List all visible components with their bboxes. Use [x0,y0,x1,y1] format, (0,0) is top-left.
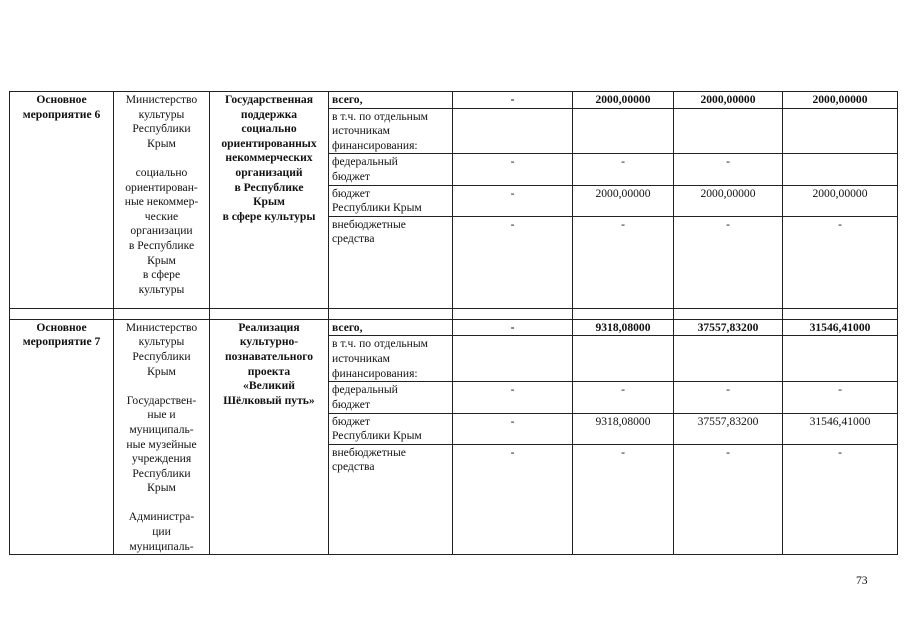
value-cell: 37557,83200 [674,319,783,336]
executor-text-line [117,379,206,394]
value-cell: - [674,382,783,413]
executor-cell [114,92,210,309]
source-cell [329,319,453,336]
measure-title-line: культурно- [239,335,299,349]
spacer-cell [783,308,898,319]
source-name-line: бюджет [332,397,370,411]
executor-text-line: Государствен- [126,393,197,407]
source-name-line: бюджет [332,186,370,200]
source-cell [329,216,453,308]
executor-text-line: ориентирован- [125,180,198,194]
source-name-line: Республики Крым [332,429,422,443]
executor-text-line: Крым [147,364,176,378]
source-name-line: Республики Крым [332,201,422,215]
executor-text-line: ные и [147,408,176,422]
source-name [332,446,449,475]
value-cell: - [453,216,573,308]
spacer-cell [674,308,783,319]
value-cell: - [453,185,573,216]
measure-title-line: в Республике [234,180,304,194]
executor-text-line: культуры [138,282,185,296]
source-name-line: бюджет [332,169,370,183]
source-name [332,93,449,108]
measure-title-line: Реализация [238,320,300,334]
source-name-line: финансирования: [332,138,418,152]
measure-title-line: некоммерческих [225,151,313,165]
executor-text-line: ные некоммер- [124,195,199,209]
value-cell [783,154,898,185]
source-name-line: финансирования: [332,366,418,380]
source-name-line: внебюджетные [332,217,406,231]
value-cell: - [453,413,573,444]
value-cell [453,336,573,382]
source-name [332,187,449,216]
measure-title-line: познавательного [224,349,314,363]
value-cell: 9318,08000 [573,319,674,336]
value-cell [573,336,674,382]
source-cell [329,108,453,154]
value-cell [783,108,898,154]
measure-title-line: социально [241,122,297,136]
value-cell [674,108,783,154]
measure-title-cell [210,92,329,309]
table-row [10,92,898,109]
source-name-line: источникам [332,124,390,138]
executor-text-line: ные музейные [126,437,197,451]
executor-text-line: культуры [138,107,185,121]
measure-title-line: в сфере культуры [222,209,316,223]
value-cell: 37557,83200 [674,413,783,444]
value-cell: 2000,00000 [573,185,674,216]
source-name [332,110,449,154]
value-cell: - [783,382,898,413]
executor-text-line: Администра- [128,510,195,524]
measure-title-line: проекта [247,364,291,378]
value-cell: - [783,444,898,554]
executor-text-line: социально [135,165,188,179]
source-name-line: средства [332,232,375,246]
value-cell: - [674,216,783,308]
executor-text-line: Министерство [125,93,198,106]
spacer-cell [10,308,114,319]
value-cell: 31546,41000 [783,319,898,336]
source-name-line: федеральный [332,383,398,397]
spacer-cell [453,308,573,319]
executor-text-line: Крым [147,481,176,495]
executor-cell [114,319,210,555]
executor-text-line: Республики [132,349,191,363]
source-name-line: всего, [332,320,363,334]
measure-title [213,321,325,409]
measure-title-line: «Великий [243,379,295,393]
executor-text-line [117,496,206,511]
value-cell: - [573,382,674,413]
source-name [332,321,449,336]
measure-title-line: поддержка [240,107,298,121]
spacer-cell [573,308,674,319]
value-cell: 2000,00000 [783,185,898,216]
executor-text-line: Министерство [125,320,198,334]
spacer-cell [210,308,329,319]
value-cell [573,108,674,154]
value-cell: 2000,00000 [783,92,898,109]
spacer-cell [114,308,210,319]
value-cell: - [453,444,573,554]
value-cell: - [573,154,674,185]
executor-text-line: в сфере [142,268,181,282]
value-cell [453,108,573,154]
source-name-line: источникам [332,351,390,365]
value-cell: - [674,154,783,185]
executor-text-line: Республики [132,122,191,136]
measure-title-line: организаций [235,165,303,179]
value-cell: 2000,00000 [573,92,674,109]
measure-title-line: ориентированных [221,136,317,150]
executor-text [117,93,206,297]
source-name-line: внебюджетные [332,445,406,459]
spacer-row [10,308,898,319]
value-cell: - [453,382,573,413]
executor-text-line: муниципаль- [129,539,194,553]
source-cell [329,154,453,185]
executor-text-line: учреждения [131,452,192,466]
spacer-cell [329,308,453,319]
source-name-line: в т.ч. по отдельным [332,337,428,351]
value-cell: 2000,00000 [674,92,783,109]
source-name-line: всего, [332,93,363,106]
executor-text-line: ции [152,525,171,539]
value-cell: - [573,444,674,554]
source-name [332,218,449,247]
source-cell [329,382,453,413]
source-cell [329,185,453,216]
source-name-line: федеральный [332,155,398,169]
measure-title-line: Крым [253,195,285,209]
source-name-line: в т.ч. по отдельным [332,109,428,123]
source-cell [329,336,453,382]
executor-text-line: в Республике [128,238,195,252]
executor-text-line: ческие [144,209,179,223]
measure-label: Основное мероприятие 7 [10,319,114,555]
value-cell: - [674,444,783,554]
value-cell: - [573,216,674,308]
table-row [10,319,898,336]
value-cell [674,336,783,382]
funding-table [9,91,898,555]
value-cell: - [453,92,573,109]
value-cell: - [453,319,573,336]
value-cell: 2000,00000 [674,185,783,216]
executor-text-line: культуры [138,335,185,349]
value-cell: 9318,08000 [573,413,674,444]
executor-text-line [117,151,206,166]
source-name-line: бюджет [332,414,370,428]
source-name [332,383,449,412]
measure-title-cell [210,319,329,555]
measure-title [213,93,325,224]
executor-text-line: организации [130,224,193,238]
value-cell: - [453,154,573,185]
source-name [332,337,449,381]
value-cell [783,336,898,382]
source-name [332,155,449,184]
source-name-line: средства [332,460,375,474]
executor-text [117,321,206,555]
value-cell: 31546,41000 [783,413,898,444]
executor-text-line: Республики [132,466,191,480]
executor-text-line: Крым [147,136,176,150]
source-cell [329,444,453,554]
value-cell: - [783,216,898,308]
executor-text-line: муниципаль- [129,422,194,436]
source-cell [329,413,453,444]
source-name [332,415,449,444]
executor-text-line: Крым [147,253,176,267]
measure-title-line: Шёлковый путь» [223,393,315,407]
measure-label: Основное мероприятие 6 [10,92,114,309]
page-number: 73 [856,574,868,587]
source-cell [329,92,453,109]
measure-title-line: Государственная [225,93,313,106]
